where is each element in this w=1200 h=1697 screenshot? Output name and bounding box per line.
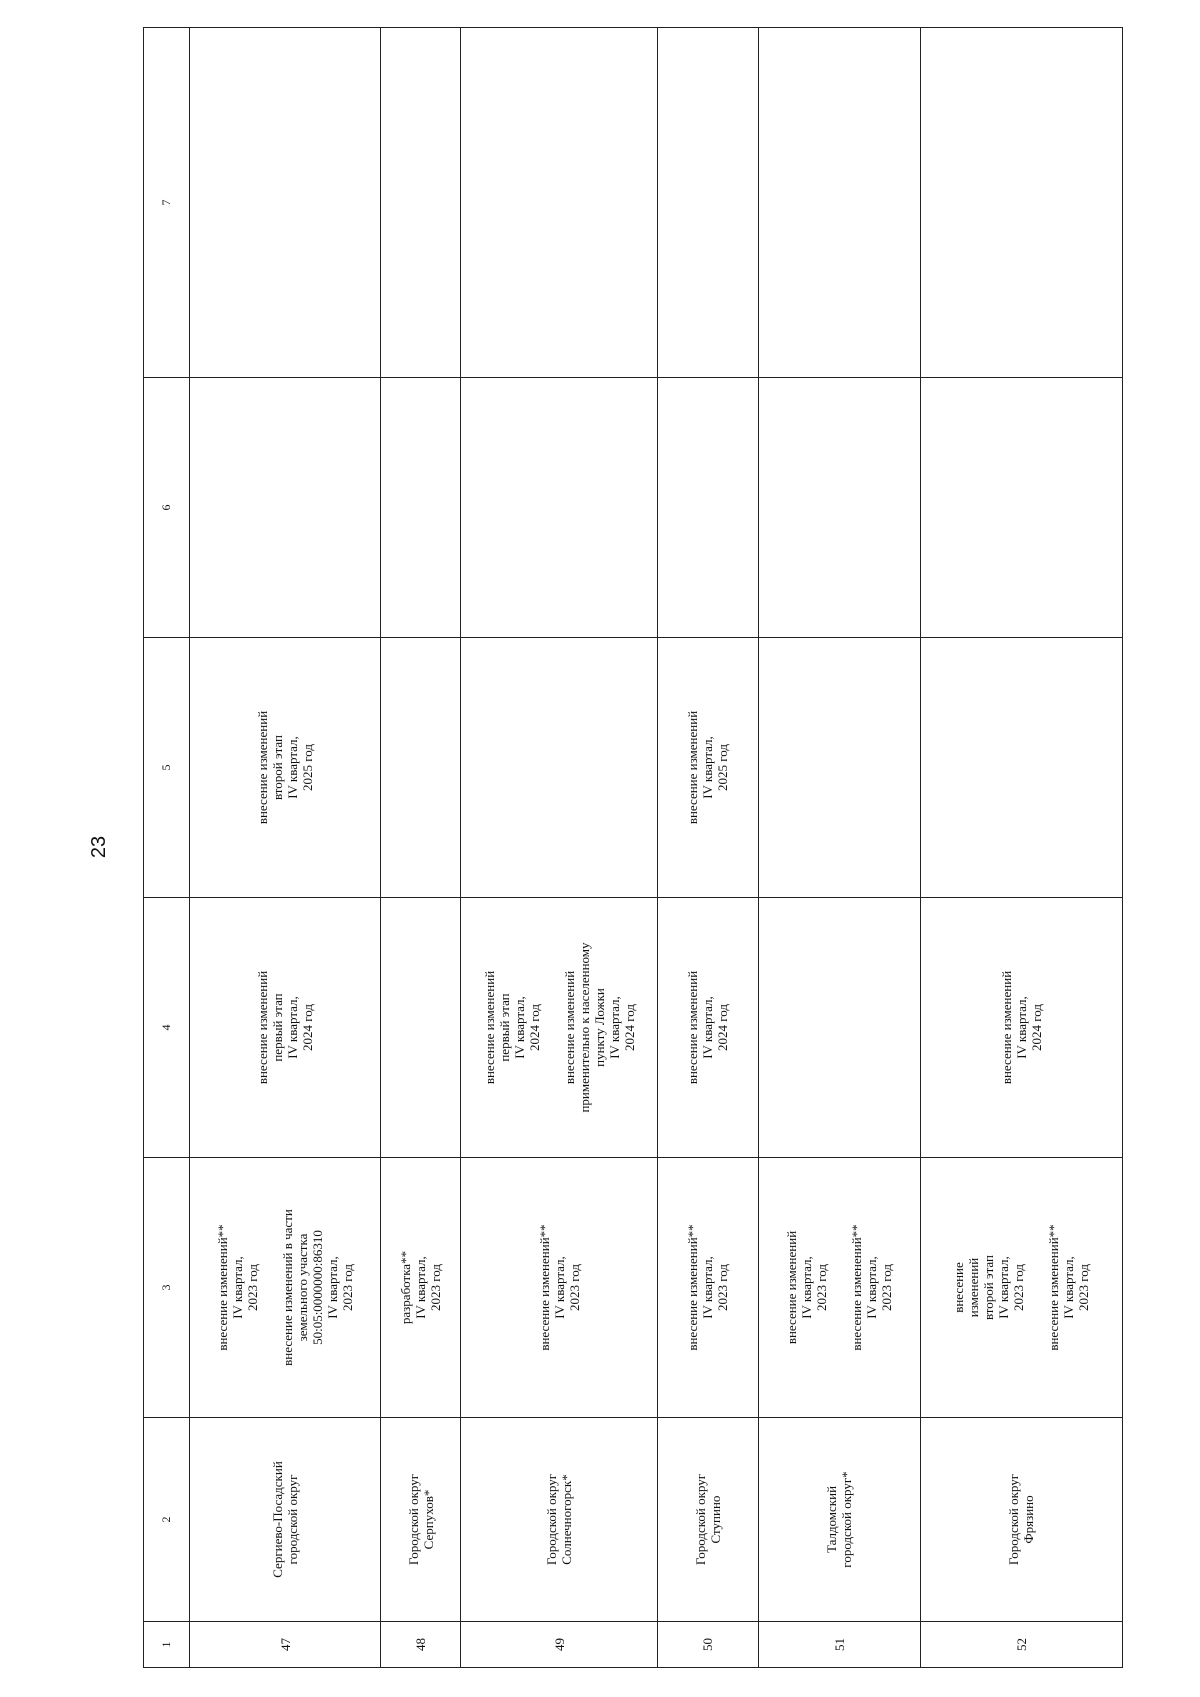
schedule-cell-column-5 — [920, 638, 1122, 898]
schedule-entry: внесение изменений IV квартал, 2024 год — [685, 970, 731, 1085]
table-row — [381, 28, 461, 1668]
row-number-cell: 52 — [920, 1622, 1122, 1668]
cell-entries — [482, 902, 637, 1153]
column-header-5: 5 — [144, 638, 190, 898]
schedule-cell-column-4 — [189, 898, 381, 1158]
table-row — [189, 28, 381, 1668]
schedule-cell-column-4 — [657, 898, 758, 1158]
schedule-table-container — [143, 28, 1123, 1668]
schedule-cell-column-6 — [461, 378, 658, 638]
schedule-cell-column-6 — [759, 378, 921, 638]
schedule-cell-column-5 — [759, 638, 921, 898]
schedule-cell-column-3 — [759, 1158, 921, 1418]
schedule-cell-column-6 — [657, 378, 758, 638]
column-header-4: 4 — [144, 898, 190, 1158]
schedule-cell-column-3 — [657, 1158, 758, 1418]
table-row — [461, 28, 658, 1668]
schedule-entry: внесение изменений применительно к населенному пункту Ложки IV квартал, 2024 год — [561, 942, 637, 1113]
row-number-cell: 51 — [759, 1622, 921, 1668]
column-header-7: 7 — [144, 28, 190, 378]
schedule-cell-column-5 — [189, 638, 381, 898]
schedule-entry: внесение изменений** IV квартал, 2023 год — [536, 1224, 582, 1351]
cell-entries — [951, 1162, 1091, 1413]
schedule-entry: разработка** IV квартал, 2023 год — [398, 1250, 444, 1325]
schedule-entry: внесение изменений IV квартал, 2024 год — [998, 970, 1044, 1085]
cell-entries — [255, 642, 315, 893]
schedule-entry: внесение изменений** IV квартал, 2023 год — [1046, 1224, 1092, 1351]
row-number-cell: 50 — [657, 1622, 758, 1668]
schedule-cell-column-3 — [920, 1158, 1122, 1418]
schedule-cell-column-7 — [759, 28, 921, 378]
municipality-cell: Талдомский городской округ* — [759, 1418, 921, 1622]
page-number: 23 — [88, 835, 110, 859]
cell-entries — [685, 1162, 730, 1413]
table-row — [657, 28, 758, 1668]
cell-entries — [537, 1162, 582, 1413]
municipality-cell: Городской округ Ступино — [657, 1418, 758, 1622]
table-row — [759, 28, 921, 1668]
schedule-cell-column-4 — [920, 898, 1122, 1158]
row-number-cell: 48 — [381, 1622, 461, 1668]
cell-entries — [685, 902, 730, 1153]
schedule-cell-column-6 — [920, 378, 1122, 638]
schedule-entry: внесение изменений второй этап IV квартал, 2023 год — [951, 1255, 1027, 1321]
schedule-entry: внесение изменений** IV квартал, 2023 год — [215, 1224, 261, 1351]
cell-entries — [685, 642, 730, 893]
cell-entries — [255, 902, 315, 1153]
schedule-cell-column-4 — [461, 898, 658, 1158]
schedule-cell-column-3 — [461, 1158, 658, 1418]
schedule-entry: внесение изменений IV квартал, 2023 год — [784, 1230, 830, 1345]
cell-entries — [215, 1162, 355, 1413]
schedule-cell-column-4 — [759, 898, 921, 1158]
schedule-table — [143, 27, 1123, 1668]
schedule-entry: внесение изменений первый этап IV квартал, 2024 год — [481, 970, 542, 1085]
schedule-entry: внесение изменений** IV квартал, 2023 год — [849, 1224, 895, 1351]
column-header-6: 6 — [144, 378, 190, 638]
municipality-cell: Городской округ Серпухов* — [381, 1418, 461, 1622]
schedule-entry: внесение изменений второй этап IV квартал, 2025 год — [255, 710, 316, 825]
schedule-cell-column-7 — [189, 28, 381, 378]
schedule-cell-column-3 — [381, 1158, 461, 1418]
column-header-2: 2 — [144, 1418, 190, 1622]
schedule-cell-column-6 — [381, 378, 461, 638]
schedule-cell-column-5 — [461, 638, 658, 898]
schedule-entry: внесение изменений в части земельного участка 50:05:0000000:86310 IV квартал, 2023 год — [280, 1209, 356, 1366]
schedule-entry: внесение изменений первый этап IV квартал, 2024 год — [255, 970, 316, 1085]
table-header-row — [144, 28, 190, 1668]
table-row — [920, 28, 1122, 1668]
column-header-1: 1 — [144, 1622, 190, 1668]
municipality-cell: Городской округ Фрязино — [920, 1418, 1122, 1622]
schedule-cell-column-5 — [381, 638, 461, 898]
municipality-cell: Сергиево-Посадский городской округ — [189, 1418, 381, 1622]
row-number-cell: 49 — [461, 1622, 658, 1668]
row-number-cell: 47 — [189, 1622, 381, 1668]
schedule-cell-column-4 — [381, 898, 461, 1158]
schedule-cell-column-7 — [920, 28, 1122, 378]
schedule-cell-column-7 — [381, 28, 461, 378]
schedule-cell-column-5 — [657, 638, 758, 898]
schedule-cell-column-7 — [657, 28, 758, 378]
schedule-cell-column-7 — [461, 28, 658, 378]
cell-entries — [999, 902, 1044, 1153]
schedule-cell-column-3 — [189, 1158, 381, 1418]
cell-entries — [784, 1162, 894, 1413]
cell-entries — [398, 1162, 443, 1413]
column-header-3: 3 — [144, 1158, 190, 1418]
schedule-entry: внесение изменений** IV квартал, 2023 год — [685, 1224, 731, 1351]
municipality-cell: Городской округ Солнечногорск* — [461, 1418, 658, 1622]
schedule-cell-column-6 — [189, 378, 381, 638]
schedule-entry: внесение изменений IV квартал, 2025 год — [685, 710, 731, 825]
